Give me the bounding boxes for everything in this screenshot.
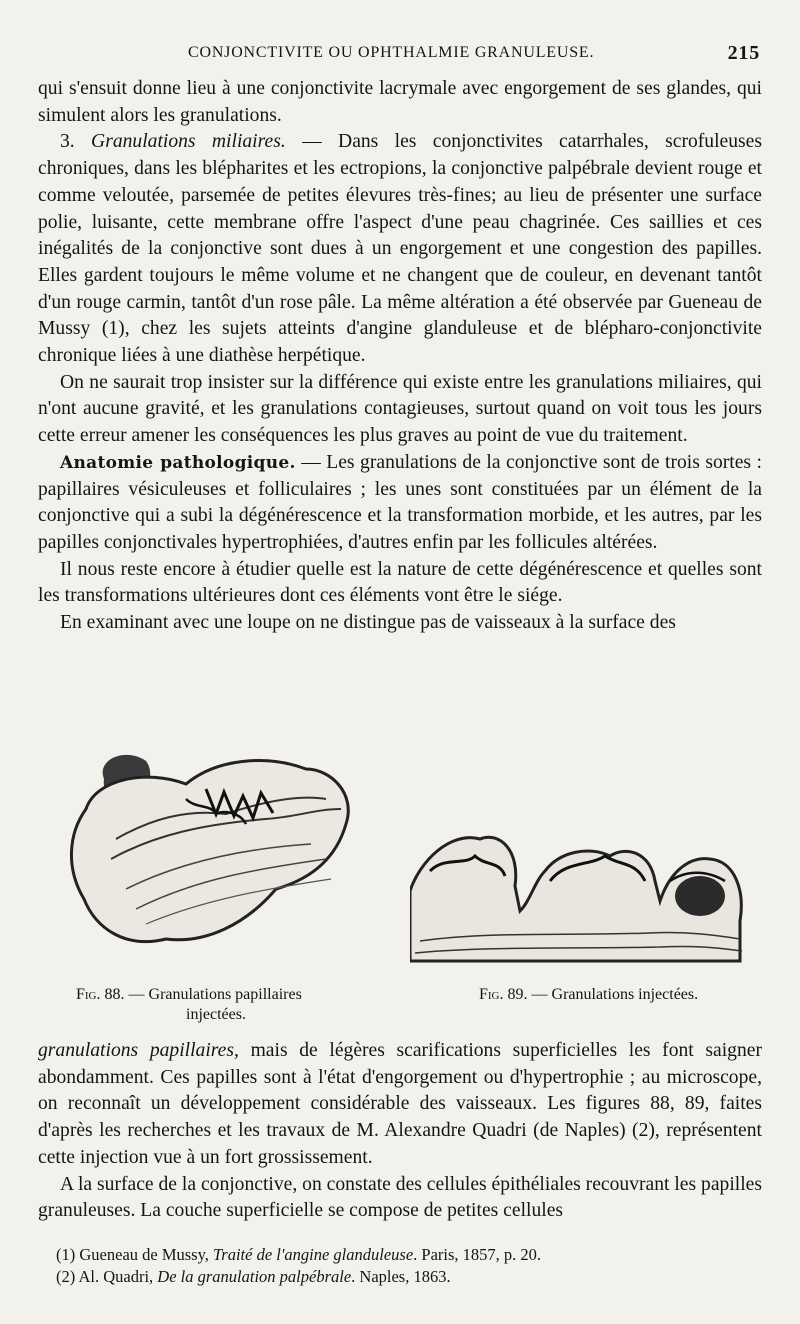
body-text-upper	[38, 76, 762, 637]
caption-text: — Granulations papillaires	[124, 986, 302, 1003]
paragraph-text: mais de légères scarifications superficielles les font saigner abondamment. Ces papilles sont à l'état d'engorgement ou d'hypertrophie ; au microscope, on reconnaît un développement considérable des vaisseaux. Les figures 88, 89, faites d'après les recherches et les travaux de M. Alexandre Quadri (de Naples) (2), représentent cette injection vue à un fort grossissement.	[38, 1040, 762, 1168]
footnotes	[56, 1244, 756, 1288]
figure-88-caption	[76, 985, 416, 1025]
paragraph-text: — Dans les conjonctivites catarrhales, scrofuleuses chroniques, dans les blépharites et les ectropions, la conjonctive palpébrale devient rouge et comme veloutée, parsemée de petites élevures très-fines; au lieu de présenter une surface polie, luisante, cette membrane offre l'aspect d'une peau chagrinée. Ces saillies et ces inégalités de la conjonctive sont dues à un engorgement et une congestion des papilles. Elles gardent toujours le même volume et ne changent que de couleur, en devenant tantôt d'un rouge carmin, tantôt d'un rose pâle. La même altération a été observée par Gueneau de Mussy (1), chez les sujets atteints d'angine glanduleuse et de blépharo-conjonctivite chronique liées à une diathèse herpétique.	[38, 131, 762, 367]
emphasis-text: granulations papillaires,	[38, 1040, 239, 1061]
body-text-lower	[38, 1038, 762, 1225]
figure-label: Fig. 89.	[479, 986, 528, 1003]
figure-label: Fig. 88.	[76, 986, 125, 1003]
paragraph-text: qui s'ensuit donne lieu à une conjonctivite lacrymale avec engorgement de ses glandes, qui simulent alors les granulations.	[38, 78, 762, 126]
figure-89-illustration	[410, 811, 750, 971]
caption-text: — Granulations injectées.	[527, 986, 699, 1003]
caption-text: injectées.	[186, 1006, 246, 1023]
running-header	[38, 44, 762, 70]
footnote-details: . Naples, 1863.	[351, 1267, 451, 1286]
footnote-details: . Paris, 1857, p. 20.	[413, 1245, 542, 1264]
footnote-author: Al. Quadri,	[75, 1267, 158, 1286]
footnote-number: (1)	[56, 1245, 76, 1264]
paragraph	[38, 1038, 762, 1172]
paragraph	[38, 129, 762, 369]
footnote	[56, 1266, 756, 1288]
paragraph-text: — Les granulations de la conjonctive sont de trois sortes : papillaires vésiculeuses et folliculaires ; les unes sont constituées par un élément de la conjonctive qui a subi la dégénérescence et la transformation morbide, et les autres, par les papilles conjonctivales hypertrophiées, d'autres enfin par les follicules altérées.	[38, 451, 762, 553]
section-heading: Anatomie pathologique.	[60, 452, 296, 473]
paragraph-text: On ne saurait trop insister sur la différence qui existe entre les granulations miliaires, qui n'ont aucune gravité, et les granulations contagieuses, surtout quand on voit tous les jours cette erreur amener les conséquences les plus graves au point de vue du traitement.	[38, 371, 762, 447]
paragraph	[38, 450, 762, 557]
paragraph	[38, 76, 762, 129]
footnote-title: De la granulation palpébrale	[157, 1267, 352, 1286]
paragraph-text: En examinant avec une loupe on ne distingue pas de vaisseaux à la surface des	[60, 612, 676, 634]
footnote-title: Traité de l'angine glanduleuse	[213, 1245, 414, 1264]
page-number: 215	[727, 42, 760, 64]
paragraph-text: Il nous reste encore à étudier quelle est la nature de cette dégénérescence et quelles sont les transformations ultérieures dont ces éléments vont être le siége.	[38, 558, 762, 607]
footnote-author: Gueneau de Mussy,	[75, 1245, 214, 1264]
paragraph	[38, 1172, 762, 1225]
footnote-number: (2)	[56, 1267, 76, 1286]
figure-88-illustration	[56, 739, 376, 969]
figures-block	[38, 735, 762, 1035]
section-title: Granulations miliaires.	[91, 131, 286, 153]
section-number: 3.	[60, 131, 92, 153]
footnote	[56, 1244, 756, 1266]
paragraph	[38, 557, 762, 610]
paragraph	[38, 610, 762, 637]
paragraph	[38, 370, 762, 450]
paragraph-text: A la surface de la conjonctive, on constate des cellules épithéliales recouvrant les papilles granuleuses. La couche superficielle se compose de petites cellules	[38, 1173, 762, 1222]
running-title: CONJONCTIVITE OU OPHTHALMIE GRANULEUSE.	[188, 44, 595, 61]
figure-89-caption	[479, 985, 779, 1005]
